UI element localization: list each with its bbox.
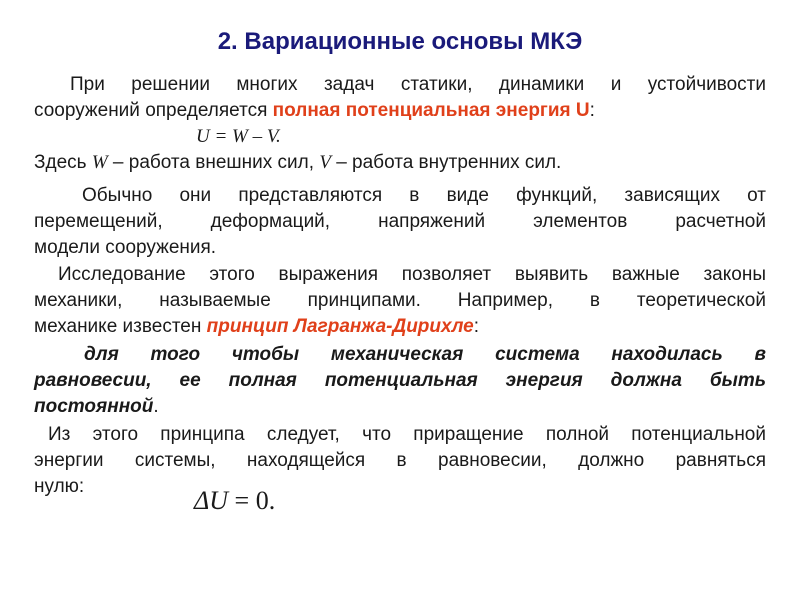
formula-zero-increment — [194, 486, 275, 516]
intro-colon: : — [589, 100, 595, 121]
functions-line-3: модели сооружения. — [34, 237, 217, 258]
paragraph-conclusion — [34, 422, 766, 500]
slide-title: 2. Вариационные основы МКЭ — [217, 28, 583, 55]
principles-colon: : — [473, 316, 479, 337]
functions-line-1: Обычно они представляются в виде функций, зависящих от — [82, 185, 766, 206]
delta-symbol: Δ — [194, 486, 210, 515]
paragraph-statement — [34, 342, 766, 420]
symbol-w: W — [91, 152, 108, 173]
paragraph-intro — [34, 72, 766, 124]
intro-line-2-text: сооружений определяется — [34, 100, 273, 121]
intro-line-2 — [34, 98, 766, 124]
definitions-post: – работа внутренних сил. — [330, 152, 562, 173]
statement-line-3 — [34, 394, 766, 420]
paragraph-principles — [34, 262, 766, 340]
statement-line-1: для того чтобы механическая система находилась в — [84, 344, 766, 365]
definitions-pre: Здесь — [34, 152, 92, 173]
statement-line-3-text: постоянной — [34, 396, 154, 417]
definitions-line — [34, 150, 766, 176]
principles-line-3 — [34, 314, 766, 340]
symbol-u: U — [209, 486, 229, 515]
functions-line-2: перемещений, деформаций, напряжений элементов расчетной — [34, 211, 766, 232]
intro-line-1: При решении многих задач статики, динамики и устойчивости — [70, 74, 766, 95]
formula-zero-rest: = 0. — [228, 486, 276, 515]
symbol-v: V — [319, 152, 331, 173]
lagrange-dirichlet-term: принцип Лагранжа-Дирихле — [206, 316, 474, 337]
conclusion-line-3: нулю: — [34, 476, 85, 497]
statement-line-2: равновесии, ее полная потенциальная энергия должна быть — [34, 370, 766, 391]
potential-energy-term: полная потенциальная энергия U — [272, 100, 590, 121]
principles-line-3-text: механике известен — [34, 316, 207, 337]
formula-energy: U = W – V. — [196, 126, 281, 147]
principles-line-1: Исследование этого выражения позволяет выявить важные законы — [58, 264, 766, 285]
conclusion-line-1: Из этого принципа следует, что приращение полной потенциальной — [48, 424, 766, 445]
paragraph-functions — [34, 183, 766, 261]
principles-line-2: механики, называемые принципами. Например, в теоретической — [34, 290, 766, 311]
paragraph-definitions — [34, 150, 766, 176]
definitions-mid: – работа внешних сил, — [107, 152, 320, 173]
statement-period: . — [153, 396, 159, 417]
conclusion-line-2: энергии системы, находящейся в равновесии, должно равняться — [34, 450, 766, 471]
